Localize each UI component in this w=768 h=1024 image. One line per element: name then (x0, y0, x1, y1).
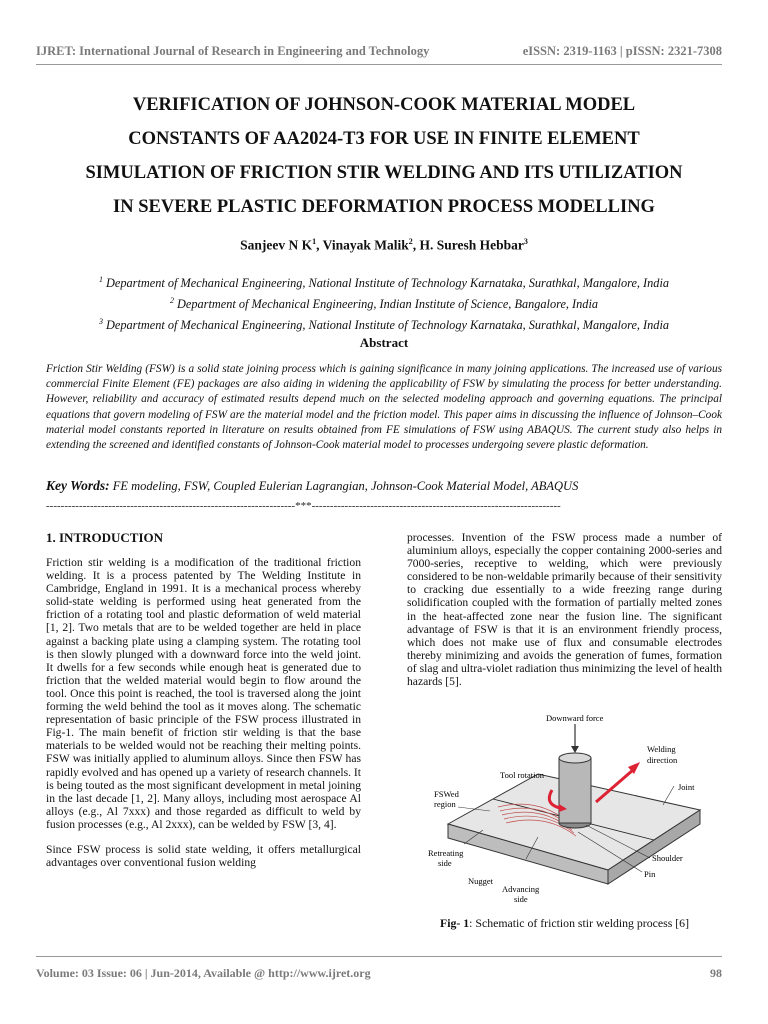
author-sup: 3 (523, 237, 528, 246)
author-sep: , (412, 237, 420, 253)
fsw-schematic-figure (428, 712, 706, 905)
affiliation (0, 313, 768, 334)
label-downward-force: Downward force (546, 713, 604, 723)
label-region: region (434, 799, 456, 809)
label-tool-rotation: Tool rotation (500, 770, 545, 780)
label-joint: Joint (678, 782, 695, 792)
label-welding: Welding (647, 744, 676, 754)
aff-text: Department of Mechanical Engineering, Indian Institute of Science, Bangalore, India (177, 297, 599, 312)
aff-text: Department of Mechanical Engineering, National Institute of Technology Karnataka, Surathkal, Mangalore, India (106, 318, 670, 333)
keywords-text: FE modeling, FSW, Coupled Eulerian Lagrangian, Johnson-Cook Material Model, ABAQUS (112, 479, 579, 493)
affiliation (0, 271, 768, 292)
label-direction: direction (647, 755, 678, 765)
affiliations (0, 271, 768, 334)
footer-volume: Volume: 03 Issue: 06 | Jun-2014, Available @ http://www.ijret.org (36, 966, 371, 980)
footer-rule (36, 956, 722, 957)
affiliation (0, 292, 768, 313)
running-header (36, 44, 722, 59)
paragraph: Since FSW process is solid state welding, it offers metallurgical advantages over conventional fusion welding (46, 842, 361, 870)
label-fswed: FSWed (434, 789, 459, 799)
header-rule (36, 64, 722, 65)
issn: eISSN: 2319-1163 | pISSN: 2321-7308 (522, 44, 722, 58)
paper-title (30, 88, 738, 224)
label-advancing-side: side (514, 894, 528, 904)
caption-text: : Schematic of friction stir welding process [6] (469, 916, 689, 930)
aff-text: Department of Mechanical Engineering, National Institute of Technology Karnataka, Surathkal, Mangalore, India (106, 276, 670, 291)
caption-label: Fig- 1 (440, 916, 470, 930)
author-name: H. Suresh Hebbar (419, 237, 524, 253)
label-pin: Pin (644, 869, 656, 879)
aff-sup: 2 (169, 296, 174, 306)
author-name: Vinayak Malik (322, 237, 409, 253)
label-retreating-side: side (438, 858, 452, 868)
paragraph: Friction stir welding is a modification of the traditional friction welding. It is a process patented by The Welding Institute in Cambridge, England in 1991. It is a mechanical process whereby solid-state welding is performed using heat generated from the friction of a rotating tool and plastic deformation of weld material [1, 2]. Two metals that are to be welded together are held in place against a backing plate using a clamping system. The rotating tool is then slowly plunged with a downward force into the weld joint. It dwells for a few seconds while enough heat is generated due to friction that the welded material would begin to flow around the tool. Once this point is reached, the tool is traversed along the joint forming the weld behind the tool as it moves along. The schematic representation of basic principle of the FSW process illustrated in Fig-1. The main benefit of friction stir welding is that the base materials to be welded would not be reaching their melting points. FSW was initially applied to aluminum alloys. Since then FSW has rapidly evolved and has opened up a variety of research channels. It is being touted as the most significant development in metal joining in the last decade [1, 2]. Many alloys, including most aerospace Al alloys (e.g., Al 7xxx) and those regarded as difficult to weld by fusion processes (e.g., Al 2xxx), can be welded by FSW [3, 4]. (46, 556, 361, 831)
page-number: 98 (710, 966, 722, 980)
author-sup: 2 (408, 237, 413, 246)
running-footer (36, 966, 722, 981)
right-column (407, 531, 722, 688)
section-heading: 1. INTRODUCTION (46, 530, 164, 545)
aff-sup: 1 (98, 275, 103, 284)
arrow-head (571, 746, 579, 753)
tool-top (559, 753, 591, 763)
label-advancing: Advancing (502, 884, 540, 894)
authors (0, 237, 768, 254)
left-column (46, 530, 361, 869)
abstract-text: Friction Stir Welding (FSW) is a solid state joining process which is gaining significance in many joining applications. The increased use of various commercial Finite Element (FE) packages are also aiding in widening the applicability of FSW by simulating the process for better understanding. However, reliability and accuracy of estimated results depend much on the selected modeling approach and governing equations. The principal equations that govern modeling of FSW are the material model and the friction model. This paper aims in discussing the influence of Johnson–Cook material model constants reported in literature on results obtained from FE simulations of FSW using ABAQUS. The current study also helps in extending the screened and identified constants of Johnson-Cook material model to processes undergoing severe plastic deformation. (46, 363, 722, 452)
title-line: CONSTANTS OF AA2024-T3 FOR USE IN FINITE ELEMENT (128, 129, 640, 149)
keywords-label: Key Words: (46, 478, 110, 493)
author-name: Sanjeev N K (240, 237, 313, 253)
section-separator: --------------------------------------------------------------------***-------------------------------------------------------------------- (46, 500, 561, 512)
figure-caption (407, 916, 722, 931)
label-shoulder: Shoulder (652, 853, 683, 863)
author-sep: , (316, 237, 323, 253)
title-line: IN SEVERE PLASTIC DEFORMATION PROCESS MODELLING (113, 197, 655, 217)
title-line: VERIFICATION OF JOHNSON-COOK MATERIAL MODEL (132, 95, 636, 115)
label-nugget: Nugget (468, 876, 494, 886)
tool-body (559, 758, 591, 823)
paragraph: processes. Invention of the FSW process made a number of aluminium alloys, especially the copper containing 2000-series and 7000-series, receptive to welding, which were previously considered to be non-weldable primarily because of their sensitivity to cracking due essentially to a wide freezing range during solidification coupled with the formation of partially melted zones in the heat-affected zone near the fusion line. The significant advantage of FSW is that it is an environment friendly process, which does not make use of flux and consumable electrodes thereby minimizing and avoids the generation of fumes, formation of slag and ultra-violet radiation thus minimizing the level of health hazards [5]. (407, 531, 722, 689)
title-line: SIMULATION OF FRICTION STIR WELDING AND ITS UTILIZATION (85, 163, 683, 183)
aff-sup: 3 (98, 317, 103, 327)
keywords (46, 478, 578, 494)
journal-name: IJRET: International Journal of Research in Engineering and Technology (36, 44, 430, 58)
abstract-heading: Abstract (359, 335, 409, 350)
label-retreating: Retreating (428, 848, 464, 858)
author-sup: 1 (312, 237, 317, 246)
